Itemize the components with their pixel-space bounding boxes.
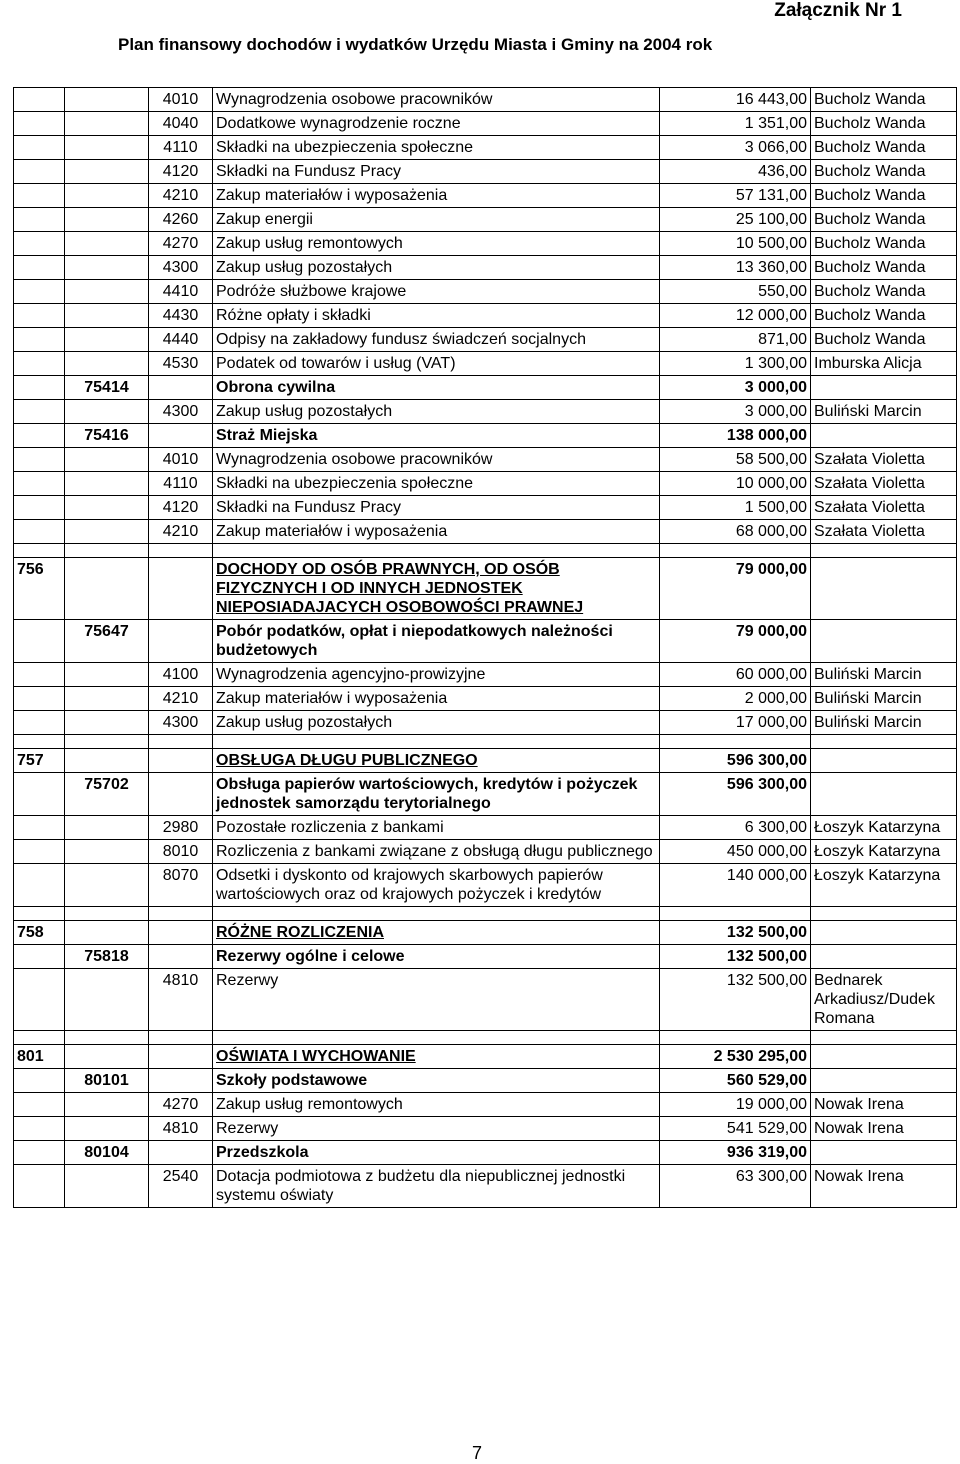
paragraf-cell: 4110 — [149, 136, 213, 160]
spacer-cell — [660, 907, 811, 921]
paragraf-cell: 4300 — [149, 256, 213, 280]
responsible-cell: Bednarek Arkadiusz/Dudek Romana — [811, 969, 957, 1031]
dzial-cell: 758 — [14, 921, 65, 945]
paragraf-cell: 4300 — [149, 711, 213, 735]
spacer-cell — [65, 907, 149, 921]
dzial-cell — [14, 424, 65, 448]
responsible-cell: Bucholz Wanda — [811, 232, 957, 256]
paragraf-row — [14, 136, 957, 160]
spacer-cell — [660, 735, 811, 749]
paragraf-row — [14, 208, 957, 232]
paragraf-cell — [149, 945, 213, 969]
rozdzial-cell — [65, 711, 149, 735]
rozdzial-cell — [65, 352, 149, 376]
responsible-cell: Buliński Marcin — [811, 663, 957, 687]
paragraf-row — [14, 88, 957, 112]
annex-label: Załącznik Nr 1 — [774, 0, 902, 21]
rozdzial-cell — [65, 558, 149, 620]
responsible-cell — [811, 749, 957, 773]
responsible-cell: Imburska Alicja — [811, 352, 957, 376]
responsible-cell: Bucholz Wanda — [811, 328, 957, 352]
paragraf-cell: 4010 — [149, 88, 213, 112]
amount-cell: 17 000,00 — [660, 711, 811, 735]
paragraf-cell — [149, 921, 213, 945]
spacer-cell — [811, 907, 957, 921]
responsible-cell — [811, 1069, 957, 1093]
amount-cell: 132 500,00 — [660, 921, 811, 945]
rozdzial-cell — [65, 400, 149, 424]
responsible-cell: Buliński Marcin — [811, 711, 957, 735]
paragraf-cell: 4810 — [149, 969, 213, 1031]
amount-cell: 140 000,00 — [660, 864, 811, 907]
rozdzial-cell — [65, 184, 149, 208]
rozdzial-row — [14, 424, 957, 448]
responsible-cell: Bucholz Wanda — [811, 280, 957, 304]
rozdzial-cell: 80104 — [65, 1141, 149, 1165]
spacer-cell — [14, 735, 65, 749]
paragraf-row — [14, 160, 957, 184]
rozdzial-cell — [65, 136, 149, 160]
rozdzial-cell — [65, 1093, 149, 1117]
dzial-row — [14, 1045, 957, 1069]
spacer-cell — [811, 1031, 957, 1045]
amount-cell: 60 000,00 — [660, 663, 811, 687]
dzial-row — [14, 749, 957, 773]
dzial-cell — [14, 969, 65, 1031]
rozdzial-cell: 80101 — [65, 1069, 149, 1093]
spacer-cell — [14, 1031, 65, 1045]
amount-cell: 2 530 295,00 — [660, 1045, 811, 1069]
paragraf-cell: 4260 — [149, 208, 213, 232]
description-cell: Wynagrodzenia osobowe pracowników — [213, 88, 660, 112]
paragraf-row — [14, 256, 957, 280]
paragraf-row — [14, 1117, 957, 1141]
spacer-cell — [14, 544, 65, 558]
amount-cell: 596 300,00 — [660, 749, 811, 773]
responsible-cell — [811, 424, 957, 448]
description-cell: Składki na ubezpieczenia społeczne — [213, 136, 660, 160]
rozdzial-cell — [65, 256, 149, 280]
rozdzial-cell — [65, 816, 149, 840]
paragraf-cell: 4110 — [149, 472, 213, 496]
description-cell: Zakup materiałów i wyposażenia — [213, 184, 660, 208]
dzial-cell — [14, 280, 65, 304]
paragraf-row — [14, 1165, 957, 1208]
dzial-cell — [14, 304, 65, 328]
dzial-cell: 801 — [14, 1045, 65, 1069]
description-cell: Składki na Fundusz Pracy — [213, 496, 660, 520]
paragraf-cell: 4530 — [149, 352, 213, 376]
responsible-cell — [811, 921, 957, 945]
paragraf-row — [14, 687, 957, 711]
dzial-cell — [14, 620, 65, 663]
dzial-cell — [14, 112, 65, 136]
rozdzial-row — [14, 376, 957, 400]
amount-cell: 12 000,00 — [660, 304, 811, 328]
dzial-row — [14, 921, 957, 945]
amount-cell: 1 500,00 — [660, 496, 811, 520]
spacer-row — [14, 1031, 957, 1045]
paragraf-row — [14, 711, 957, 735]
spacer-cell — [213, 544, 660, 558]
paragraf-cell — [149, 620, 213, 663]
responsible-cell: Łoszyk Katarzyna — [811, 864, 957, 907]
paragraf-row — [14, 352, 957, 376]
spacer-cell — [811, 544, 957, 558]
responsible-cell — [811, 620, 957, 663]
amount-cell: 1 351,00 — [660, 112, 811, 136]
spacer-cell — [65, 1031, 149, 1045]
paragraf-cell: 2540 — [149, 1165, 213, 1208]
responsible-cell: Szałata Violetta — [811, 472, 957, 496]
rozdzial-cell — [65, 280, 149, 304]
amount-cell: 79 000,00 — [660, 620, 811, 663]
paragraf-cell — [149, 376, 213, 400]
dzial-cell — [14, 816, 65, 840]
rozdzial-row — [14, 620, 957, 663]
dzial-cell — [14, 184, 65, 208]
rozdzial-row — [14, 773, 957, 816]
paragraf-cell: 4810 — [149, 1117, 213, 1141]
responsible-cell: Łoszyk Katarzyna — [811, 840, 957, 864]
dzial-cell — [14, 1069, 65, 1093]
amount-cell: 3 000,00 — [660, 376, 811, 400]
paragraf-cell: 2980 — [149, 816, 213, 840]
amount-cell: 936 319,00 — [660, 1141, 811, 1165]
paragraf-row — [14, 232, 957, 256]
dzial-cell — [14, 864, 65, 907]
amount-cell: 16 443,00 — [660, 88, 811, 112]
paragraf-cell: 4410 — [149, 280, 213, 304]
description-cell: Zakup materiałów i wyposażenia — [213, 687, 660, 711]
dzial-cell — [14, 160, 65, 184]
dzial-cell — [14, 448, 65, 472]
responsible-cell: Bucholz Wanda — [811, 160, 957, 184]
rozdzial-cell — [65, 840, 149, 864]
spacer-row — [14, 735, 957, 749]
spacer-cell — [14, 907, 65, 921]
paragraf-cell: 4210 — [149, 520, 213, 544]
description-cell: Rezerwy ogólne i celowe — [213, 945, 660, 969]
spacer-cell — [811, 735, 957, 749]
amount-cell: 596 300,00 — [660, 773, 811, 816]
rozdzial-cell — [65, 496, 149, 520]
rozdzial-cell — [65, 112, 149, 136]
paragraf-cell — [149, 749, 213, 773]
spacer-cell — [149, 1031, 213, 1045]
description-cell: Dodatkowe wynagrodzenie roczne — [213, 112, 660, 136]
budget-table-body — [14, 88, 957, 1208]
spacer-cell — [149, 735, 213, 749]
responsible-cell — [811, 945, 957, 969]
responsible-cell — [811, 1141, 957, 1165]
description-cell: Podatek od towarów i usług (VAT) — [213, 352, 660, 376]
rozdzial-cell — [65, 448, 149, 472]
dzial-cell — [14, 520, 65, 544]
dzial-cell — [14, 1165, 65, 1208]
description-cell: Wynagrodzenia osobowe pracowników — [213, 448, 660, 472]
dzial-cell: 757 — [14, 749, 65, 773]
dzial-cell — [14, 840, 65, 864]
spacer-cell — [213, 1031, 660, 1045]
responsible-cell: Szałata Violetta — [811, 520, 957, 544]
paragraf-row — [14, 472, 957, 496]
dzial-cell — [14, 1117, 65, 1141]
description-cell: Obsługa papierów wartościowych, kredytów i pożyczek jednostek samorządu terytorialnego — [213, 773, 660, 816]
paragraf-cell — [149, 773, 213, 816]
responsible-cell: Buliński Marcin — [811, 687, 957, 711]
amount-cell: 132 500,00 — [660, 969, 811, 1031]
dzial-cell — [14, 945, 65, 969]
description-cell: Pobór podatków, opłat i niepodatkowych należności budżetowych — [213, 620, 660, 663]
rozdzial-row — [14, 1069, 957, 1093]
description-cell: Przedszkola — [213, 1141, 660, 1165]
amount-cell: 63 300,00 — [660, 1165, 811, 1208]
paragraf-cell: 4210 — [149, 184, 213, 208]
page-number: 7 — [472, 1443, 483, 1463]
rozdzial-cell — [65, 520, 149, 544]
page-title: Plan finansowy dochodów i wydatków Urzędu Miasta i Gminy na 2004 rok — [118, 35, 713, 54]
rozdzial-cell — [65, 88, 149, 112]
amount-cell: 3 066,00 — [660, 136, 811, 160]
rozdzial-cell — [65, 969, 149, 1031]
amount-cell: 57 131,00 — [660, 184, 811, 208]
responsible-cell: Buliński Marcin — [811, 400, 957, 424]
amount-cell: 138 000,00 — [660, 424, 811, 448]
paragraf-cell: 4040 — [149, 112, 213, 136]
spacer-row — [14, 907, 957, 921]
description-cell: Składki na Fundusz Pracy — [213, 160, 660, 184]
amount-cell: 10 000,00 — [660, 472, 811, 496]
paragraf-cell — [149, 1069, 213, 1093]
description-cell: Straż Miejska — [213, 424, 660, 448]
paragraf-cell: 4270 — [149, 232, 213, 256]
paragraf-row — [14, 496, 957, 520]
amount-cell: 10 500,00 — [660, 232, 811, 256]
paragraf-row — [14, 969, 957, 1031]
dzial-cell — [14, 711, 65, 735]
description-cell: Zakup materiałów i wyposażenia — [213, 520, 660, 544]
dzial-cell — [14, 400, 65, 424]
dzial-cell — [14, 208, 65, 232]
amount-cell: 79 000,00 — [660, 558, 811, 620]
paragraf-cell: 4120 — [149, 160, 213, 184]
amount-cell: 541 529,00 — [660, 1117, 811, 1141]
rozdzial-cell: 75416 — [65, 424, 149, 448]
dzial-cell — [14, 352, 65, 376]
paragraf-cell: 4440 — [149, 328, 213, 352]
dzial-cell — [14, 376, 65, 400]
dzial-cell — [14, 232, 65, 256]
spacer-cell — [65, 735, 149, 749]
spacer-cell — [213, 735, 660, 749]
dzial-cell — [14, 496, 65, 520]
description-cell: Zakup usług pozostałych — [213, 711, 660, 735]
rozdzial-row — [14, 945, 957, 969]
rozdzial-cell: 75818 — [65, 945, 149, 969]
description-cell: Rezerwy — [213, 969, 660, 1031]
description-cell: Składki na ubezpieczenia społeczne — [213, 472, 660, 496]
dzial-cell — [14, 687, 65, 711]
paragraf-cell: 4010 — [149, 448, 213, 472]
paragraf-cell: 4120 — [149, 496, 213, 520]
paragraf-row — [14, 400, 957, 424]
responsible-cell: Bucholz Wanda — [811, 304, 957, 328]
dzial-cell — [14, 328, 65, 352]
paragraf-row — [14, 816, 957, 840]
rozdzial-cell — [65, 687, 149, 711]
description-cell: RÓŻNE ROZLICZENIA — [213, 921, 660, 945]
responsible-cell: Szałata Violetta — [811, 448, 957, 472]
responsible-cell — [811, 1045, 957, 1069]
amount-cell: 6 300,00 — [660, 816, 811, 840]
description-cell: Wynagrodzenia agencyjno-prowizyjne — [213, 663, 660, 687]
amount-cell: 1 300,00 — [660, 352, 811, 376]
rozdzial-cell — [65, 304, 149, 328]
paragraf-cell — [149, 424, 213, 448]
spacer-cell — [149, 544, 213, 558]
responsible-cell — [811, 773, 957, 816]
paragraf-cell — [149, 1141, 213, 1165]
description-cell: OŚWIATA I WYCHOWANIE — [213, 1045, 660, 1069]
dzial-row — [14, 558, 957, 620]
description-cell: Rezerwy — [213, 1117, 660, 1141]
rozdzial-cell — [65, 663, 149, 687]
description-cell: Zakup energii — [213, 208, 660, 232]
amount-cell: 132 500,00 — [660, 945, 811, 969]
rozdzial-cell: 75702 — [65, 773, 149, 816]
rozdzial-cell — [65, 328, 149, 352]
paragraf-row — [14, 304, 957, 328]
amount-cell: 25 100,00 — [660, 208, 811, 232]
paragraf-row — [14, 840, 957, 864]
rozdzial-cell — [65, 1045, 149, 1069]
rozdzial-cell — [65, 208, 149, 232]
responsible-cell: Łoszyk Katarzyna — [811, 816, 957, 840]
rozdzial-cell: 75414 — [65, 376, 149, 400]
paragraf-row — [14, 448, 957, 472]
spacer-cell — [65, 544, 149, 558]
description-cell: Obrona cywilna — [213, 376, 660, 400]
responsible-cell: Bucholz Wanda — [811, 112, 957, 136]
paragraf-row — [14, 663, 957, 687]
dzial-cell: 756 — [14, 558, 65, 620]
amount-cell: 550,00 — [660, 280, 811, 304]
description-cell: DOCHODY OD OSÓB PRAWNYCH, OD OSÓB FIZYCZNYCH I OD INNYCH JEDNOSTEK NIEPOSIADAJACYCH OSOBOWOŚCI PRAWNEJ — [213, 558, 660, 620]
description-cell: Odsetki i dyskonto od krajowych skarbowych papierów wartościowych oraz od krajowych pożyczek i kredytów — [213, 864, 660, 907]
amount-cell: 13 360,00 — [660, 256, 811, 280]
rozdzial-cell — [65, 749, 149, 773]
paragraf-cell: 4210 — [149, 687, 213, 711]
rozdzial-cell — [65, 921, 149, 945]
responsible-cell: Nowak Irena — [811, 1117, 957, 1141]
responsible-cell — [811, 376, 957, 400]
amount-cell: 58 500,00 — [660, 448, 811, 472]
spacer-row — [14, 544, 957, 558]
amount-cell: 2 000,00 — [660, 687, 811, 711]
responsible-cell: Bucholz Wanda — [811, 136, 957, 160]
paragraf-row — [14, 1093, 957, 1117]
description-cell: Rozliczenia z bankami związane z obsługą długu publicznego — [213, 840, 660, 864]
dzial-cell — [14, 136, 65, 160]
dzial-cell — [14, 663, 65, 687]
amount-cell: 560 529,00 — [660, 1069, 811, 1093]
responsible-cell: Bucholz Wanda — [811, 184, 957, 208]
responsible-cell: Bucholz Wanda — [811, 256, 957, 280]
rozdzial-cell — [65, 472, 149, 496]
amount-cell: 871,00 — [660, 328, 811, 352]
spacer-cell — [213, 907, 660, 921]
dzial-cell — [14, 773, 65, 816]
dzial-cell — [14, 472, 65, 496]
responsible-cell — [811, 558, 957, 620]
rozdzial-cell — [65, 1165, 149, 1208]
amount-cell: 3 000,00 — [660, 400, 811, 424]
paragraf-cell: 8010 — [149, 840, 213, 864]
paragraf-row — [14, 520, 957, 544]
paragraf-row — [14, 112, 957, 136]
amount-cell: 436,00 — [660, 160, 811, 184]
amount-cell: 19 000,00 — [660, 1093, 811, 1117]
responsible-cell: Bucholz Wanda — [811, 208, 957, 232]
spacer-cell — [149, 907, 213, 921]
rozdzial-cell — [65, 864, 149, 907]
spacer-cell — [660, 1031, 811, 1045]
paragraf-cell: 4430 — [149, 304, 213, 328]
paragraf-row — [14, 864, 957, 907]
rozdzial-cell — [65, 232, 149, 256]
paragraf-cell: 4100 — [149, 663, 213, 687]
paragraf-cell: 4300 — [149, 400, 213, 424]
rozdzial-cell — [65, 160, 149, 184]
responsible-cell: Nowak Irena — [811, 1093, 957, 1117]
responsible-cell: Szałata Violetta — [811, 496, 957, 520]
paragraf-row — [14, 328, 957, 352]
rozdzial-row — [14, 1141, 957, 1165]
paragraf-cell: 4270 — [149, 1093, 213, 1117]
description-cell: Zakup usług pozostałych — [213, 400, 660, 424]
description-cell: Zakup usług remontowych — [213, 232, 660, 256]
rozdzial-cell — [65, 1117, 149, 1141]
description-cell: Pozostałe rozliczenia z bankami — [213, 816, 660, 840]
description-cell: Podróże służbowe krajowe — [213, 280, 660, 304]
description-cell: Szkoły podstawowe — [213, 1069, 660, 1093]
paragraf-row — [14, 280, 957, 304]
amount-cell: 68 000,00 — [660, 520, 811, 544]
responsible-cell: Nowak Irena — [811, 1165, 957, 1208]
description-cell: Zakup usług pozostałych — [213, 256, 660, 280]
paragraf-cell — [149, 558, 213, 620]
description-cell: OBSŁUGA DŁUGU PUBLICZNEGO — [213, 749, 660, 773]
responsible-cell: Bucholz Wanda — [811, 88, 957, 112]
amount-cell: 450 000,00 — [660, 840, 811, 864]
rozdzial-cell: 75647 — [65, 620, 149, 663]
description-cell: Dotacja podmiotowa z budżetu dla niepublicznej jednostki systemu oświaty — [213, 1165, 660, 1208]
dzial-cell — [14, 1093, 65, 1117]
paragraf-cell: 8070 — [149, 864, 213, 907]
paragraf-row — [14, 184, 957, 208]
description-cell: Zakup usług remontowych — [213, 1093, 660, 1117]
description-cell: Różne opłaty i składki — [213, 304, 660, 328]
dzial-cell — [14, 88, 65, 112]
dzial-cell — [14, 1141, 65, 1165]
paragraf-cell — [149, 1045, 213, 1069]
spacer-cell — [660, 544, 811, 558]
dzial-cell — [14, 256, 65, 280]
description-cell: Odpisy na zakładowy fundusz świadczeń socjalnych — [213, 328, 660, 352]
budget-table — [13, 87, 957, 1208]
